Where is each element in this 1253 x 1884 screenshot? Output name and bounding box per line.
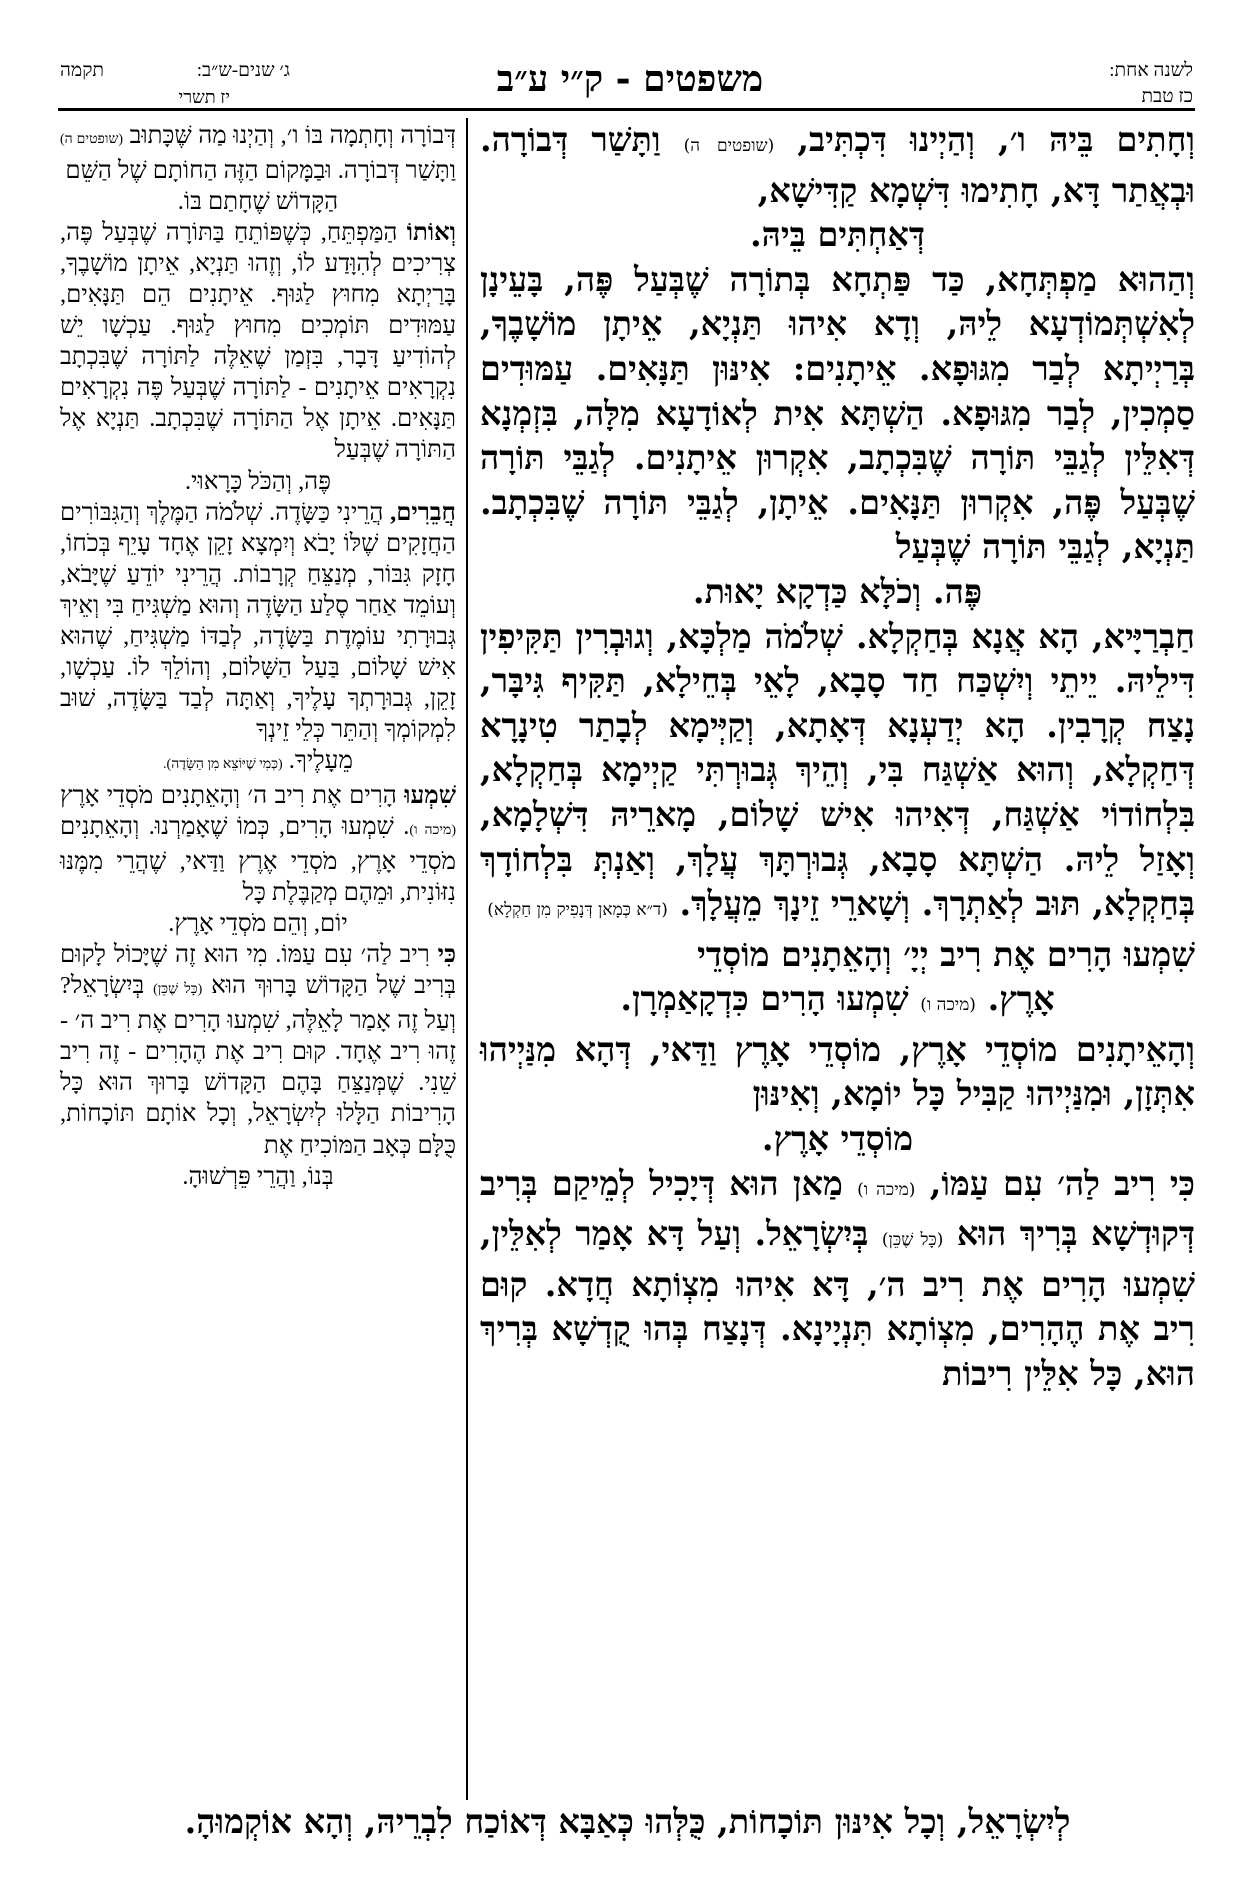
header-right [1013, 58, 1193, 110]
main-paragraph: וְהָאֵיתָנִים מוֹסְדֵי אָרֶץ, מוֹסְדֵי אָרֶץ וַדַּאי, דְּהָא מִנַּיְיהוּ אִתְּזָן, וּמִנַּיְיהוּ קַבִּיל כָּל יוֹמָא, וְאִינּוּן [480, 1029, 1195, 1114]
lead-word: שִׁמְעוּ [404, 781, 456, 809]
main-paragraph: וְהַהוּא מַפְתְּחָא, כַּד פַּתְחָא בְּתוֹרָה שֶׁבְּעַל פֶּה, בָּעֵינָן לְאִשְׁתְּמוֹדְעָא לֵיהּ, וְדָא אִיהוּ תַּנְיָא, אֵיתָן מוֹשָׁבֶךָ, בְּרַיְיתָא לְבַר מִגּוּפָא. אֵיתָנִים: אִינּוּן תַּנָּאִים. עַמּוּדִים סַמְכִין, לְבַר מִגּוּפָא. הַשְׁתָּא אִית לְאוֹדָעָא מִלָּה, בִּזְמְנָא דְּאִלֵּין לְגַבֵּי תּוֹרָה שֶׁבִּכְתָב, אִקְרוּן אֵיתָנִים. לְגַבֵּי תּוֹרָה שֶׁבְּעַל פֶּה, אִקְרוּן תַּנָּאִים. אֵיתָן, לְגַבֵּי תּוֹרָה שֶׁבִּכְתָב. תַּנְיָא, לְגַבֵּי תּוֹרָה שֶׁבְּעַל [480, 259, 1195, 567]
commentary-paragraph: כִּי רִיב לַה׳ עִם עַמּוֹ. מִי הוּא זֶה שֶׁיָּכוֹל לָקוּם בְּרִיב שֶׁל הַקָּדוֹשׁ בָּרוּךְ הוּא (כָּל שֶׁכֵּן) בְּיִשְׂרָאֵל? וְעַל זֶה אָמַר לָאֵלֶּה, שִׁמְעוּ הָרִים אֶת רִיב ה׳ - זֶהוּ רִיב אֶחָד. קוּם רִיב אֶת הֶהָרִים - זֶה רִיב שֵׁנִי. שֶׁמְּנַצֵּחַ בָּהֶם הַקָּדוֹשׁ בָּרוּךְ הוּא כָּל הָרִיבוֹת הַלָּלוּ לְיִשְׂרָאֵל, וְכָל אוֹתָם תּוֹכָחוֹת, כֻּלָּם כְּאָב הַמּוֹכִיחַ אֶת [60, 941, 456, 1159]
commentary-paragraph: חֲבֵרִים, הֲרֵינִי כַּשָּׂדֶה. שְׁלֹמֹה הַמֶּלֶךְ וְהַגִּבּוֹרִים הַחֲזָקִים שֶׁלּוֹ יָבֹא וְיִמְצָא זָקֵן אֶחָד עָיֵף בְּכֹחוֹ, חָזָק גִּבּוֹר, מְנַצֵּחַ קְרָבוֹת. הֲרֵינִי יוֹדֵעַ שֶׁיָּבֹא, וְעוֹמֵד אַחַר סֶלַע הַשָּׂדֶה וְהוּא מַשְׁגִּיחַ בִּי וְאֵיךְ גְּבוּרָתִי עוֹמֶדֶת בַּשָּׂדֶה, לְבַדּוֹ מַשְׁגִּיחַ, שֶׁהוּא אִישׁ שָׁלוֹם, בַּעַל הַשָּׁלוֹם, וְהוֹלֵךְ לוֹ. עַכְשָׁו, זָקֵן, גְּבוּרָתְךָ עָלֶיךָ, וְאַתָּה לְבַד בַּשָּׂדֶה, שׁוּב לִמְקוֹמְךָ וְהַתֵּר כְּלֵי זֵינְךָ [60, 498, 456, 743]
source-reference: (מיכה ו) [920, 995, 976, 1016]
commentary-paragraph: שִׁמְעוּ הָרִים אֶת רִיב ה׳ וְהָאֵתָנִים מֹסְדֵי אָרֶץ (מיכה ו). שִׁמְעוּ הָרִים, כְּמוֹ שֶׁאָמַרְנוּ. וְהָאֵתָנִים מֹסְדֵי אָרֶץ, מֹסְדֵי אֶרֶץ וַדַּאי, שֶׁהֲרֵי מִמֶּנּוּ נִזּוֹנִית, וּמֵהֶם מְקַבֶּלֶת כָּל [60, 781, 456, 907]
source-reference: (מיכה ו) [409, 823, 456, 839]
main-paragraph: כִּי רִיב לַה׳ עִם עַמּוֹ, (מיכה ו) מַאן הוּא דְּיָכִיל לְמֵיקַם בְּרִיב דְּקוּדְשָׁא בְּרִיךְ הוּא (כָּל שֶׁכֵּן) בְּיִשְׂרָאֵל. וְעַל דָּא אָמַר לְאִלֵּין, שִׁמְעוּ הָרִים אֶת רִיב ה׳, דָּא אִיהוּ מִצְוֹתָא חֲדָא. קוּם רִיב אֶת הֶהָרִים, מִצְוֹתָא תִּנְיָינָא. דְּנָצַח בְּהוּ קֻדְשָׁא בְּרִיךְ הוּא, כָּל אִלֵּין רִיבוֹת [480, 1163, 1196, 1394]
column-divider [466, 118, 468, 1800]
lead-word: חֲבֵרִים, [390, 498, 456, 526]
main-paragraph: חַבְרַיָּיא, הָא אֲנָא בְּחַקְלָא. שְׁלֹמֹה מַלְכָּא, וְגוּבְרִין תַּקִּיפִין דִּילֵיהּ. יֵיתֵי וְיִשְׁכַּח חַד סָבָא, לָאֵי בְּחֵילָא, תַּקִּיף גִּיבָּר, נָצַח קְרָבִין. הָא יְדַעְנָא דְּאָתָא, וְקַיְּימָא לְבָתַר טִינָרָא דְּחַקְלָא, וְהוּא אַשְׁגַּח בִּי, וְהֵיךְ גְּבוּרְתִּי קַיְימָא בְּחַקְלָא, בִּלְחוֹדוֹי אַשְׁגַּח, דְּאִיהוּ אִישׁ שָׁלוֹם, מָארֵיהּ דִּשְׁלָמָא, וְאָזַל לֵיהּ. הַשְׁתָּא סָבָא, גְּבוּרְתָּךְ עֲלָךְ, וְאַנְתְּ בִּלְחוֹדָךְ בְּחַקְלָא, תּוּב לְאַתְרָךְ. וְשָׁארֵי זֵינָךְ מֵעֲלָךְ. (ד״א כְּמָאן דְּנָפִיק מִן חַקְלָא) [480, 616, 1196, 924]
main-paragraph-end: דְּאַחְתִּים בֵּיהּ. [749, 215, 926, 255]
main-paragraph: שִׁמְעוּ הָרִים אֶת רִיב יְיָ׳ וְהָאֵתָנִים מוֹסְדֵי [697, 934, 1195, 974]
source-reference: (מיכה ו) [857, 1179, 916, 1200]
main-paragraph-end: אָרֶץ. (מיכה ו) שִׁמְעוּ הָרִים כִּדְקָאַמְרָן. [620, 979, 1055, 1019]
header-date-three-years: יז תשרי [178, 87, 230, 107]
main-paragraph: וְחָתִים בֵּיהּ ו׳, וְהַיְינוּ דִּכְתִּיב, (שופטים ה) וַתָּשַׁר דְּבוֹרָה. וּבְאֲתַר דָּא, חָתִימוּ דִּשְׁמָא קַדִּישָׁא, [480, 120, 1195, 210]
commentary-paragraph-end: הַקָּדוֹשׁ שֶׁחָתַם בּוֹ. [177, 188, 339, 216]
header-page-number: תקמה [60, 60, 104, 81]
bottom-full-width-line: לְיִשְׂרָאֵל, וְכָל אִינּוּן תּוֹכָחוֹת, כֻּלְּהוּ כְּאַבָּא דְּאוֹכַח לִבְרֵיהּ, וְהָא אוֹקְמוּהָ. [184, 1802, 1071, 1841]
commentary-paragraph: דְּבוֹרָה וְחָתְמָה בּוֹ ו׳, וְהַיְנוּ מַה שֶּׁכָּתוּב (שופטים ה) וַתָּשַׁר דְּבוֹרָה. וּבַמָּקוֹם הַזֶּה הַחוֹתָם שֶׁל הַשֵּׁם [60, 122, 456, 185]
commentary-column [60, 120, 456, 1800]
commentary-paragraph-end: מֵעָלֶיךָ. (כְּמִי שֶׁיּוֹצֵא מִן הַשָּׂדֶה). [163, 746, 353, 774]
main-paragraph-end: פֶּה. וְכֹלָּא כַּדְקָא יָאוּת. [692, 571, 983, 611]
header-divider [58, 108, 1195, 111]
page-title: משפטים - ק״י ע״ב [496, 58, 764, 100]
lead-word: וְאוֹתוֹ [406, 219, 456, 247]
header-cycle-one-year: לשנה אחת: [1109, 60, 1193, 81]
source-reference: (שופטים ה) [60, 132, 124, 147]
commentary-paragraph-end: יוֹם, וְהֵם מֹסְדֵי אָרֶץ. [168, 910, 348, 938]
commentary-paragraph-end: פֶּה, וְהַכֹּל כָּרָאוּי. [185, 467, 331, 495]
main-paragraph-end: מוֹסְדֵי אָרֶץ. [761, 1119, 914, 1159]
header-date-one-year: כז טבת [1141, 86, 1193, 107]
source-reference: (כָּל שֶׁכֵּן) [153, 982, 203, 998]
header-cycle-three-years: ג׳ שנים-ש״ב: [196, 60, 290, 81]
source-reference: (כָּל שֶׁכֵּן) [881, 1230, 944, 1251]
lead-word: כִּי [437, 941, 456, 969]
source-reference: (ד״א כְּמָאן דְּנָפִיק מִן חַקְלָא) [487, 900, 668, 921]
commentary-paragraph: וְאוֹתוֹ הַמַּפְתֵּחַ, כְּשֶׁפּוֹתֵחַ בַּתּוֹרָה שֶׁבְּעַל פֶּה, צְרִיכִים לְהִוָּדַע לוֹ, וְזֶהוּ תַּנְיָא, אֵיתָן מוֹשָׁבֶךָ, בָּרַיְתָא מִחוּץ לַגּוּף. אֵיתָנִים הֵם תַּנָּאִים, עַמּוּדִים תּוֹמְכִים מִחוּץ לַגּוּף. עַכְשָׁו יֵשׁ לְהוֹדִיעַ דָּבָר, בִּזְמַן שֶׁאֵלֶּה לַתּוֹרָה שֶׁבִּכְתָב נִקְרָאִים אֵיתָנִים - לַתּוֹרָה שֶׁבְּעַל פֶּה נִקְרָאִים תַּנָּאִים. אֵיתָן אֶל הַתּוֹרָה שֶׁבִּכְתָב. תַּנְיָא אֶל הַתּוֹרָה שֶׁבְּעַל [60, 219, 456, 464]
main-text-column [480, 118, 1195, 1798]
header-left [60, 58, 290, 110]
source-reference: (כְּמִי שֶׁיּוֹצֵא מִן הַשָּׂדֶה). [163, 756, 283, 772]
source-reference: (שופטים ה) [683, 136, 775, 156]
commentary-paragraph-end: בְּנוֹ, וַהֲרֵי פֵּרְשׁוּהָ. [182, 1162, 334, 1190]
